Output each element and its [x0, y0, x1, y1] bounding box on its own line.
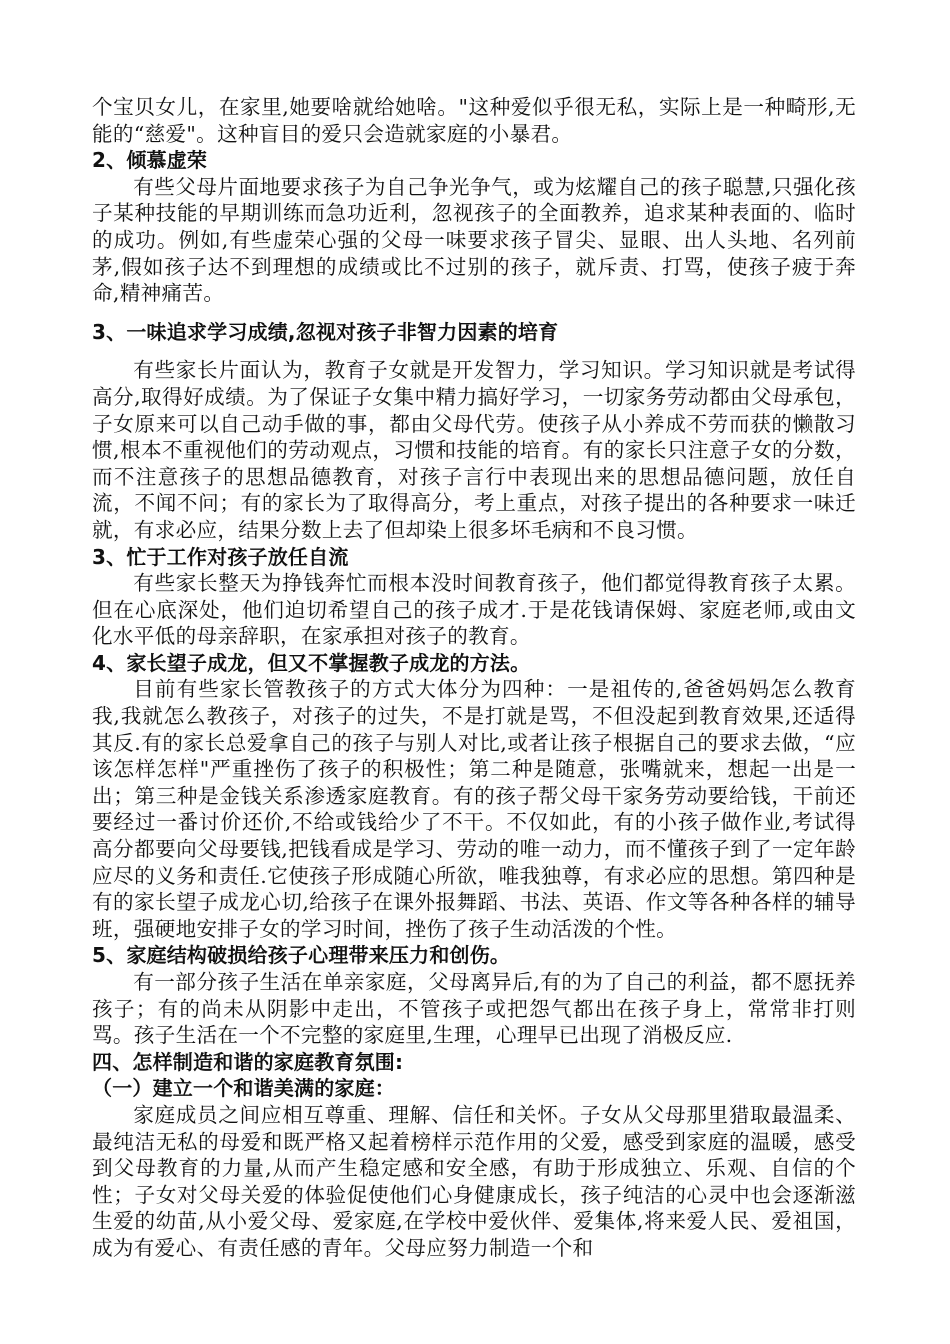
- heading-subsection-one: （一）建立一个和谐美满的家庭：: [92, 1076, 395, 1101]
- paragraph-busy-work: 有些家长整天为挣钱奔忙而根本没时间教育孩子，他们都觉得教育孩子太累。但在心底深处，他们迫切希望自己的孩子成才.于是花钱请保姆、家庭老师,或由文化水平低的母亲辞职，在家承担对孩子的教育。: [92, 571, 856, 649]
- heading-vanity: 2、倾慕虚荣: [92, 148, 208, 173]
- paragraph-broken-family: 有一部分孩子生活在单亲家庭，父母离异后,有的为了自己的利益，都不愿抚养孩子；有的尚未从阴影中走出，不管孩子或把怨气都出在孩子身上，常常非打则骂。孩子生活在一个不完整的家庭里,生理，心理早已出现了消极反应.: [92, 970, 856, 1048]
- paragraph-continuation: 个宝贝女儿，在家里,她要啥就给她啥。"这种爱似乎很无私，实际上是一种畸形,无能的“慈爱"。这种盲目的爱只会造就家庭的小暴君。: [92, 95, 856, 146]
- heading-grades: 3、一味追求学习成绩,忽视对孩子非智力因素的培育: [92, 319, 559, 344]
- document-page: [92, 94, 856, 1262]
- heading-methods: 4、家长望子成龙，但又不掌握教子成龙的方法。: [92, 650, 531, 675]
- paragraph-harmonious-family: 家庭成员之间应相互尊重、理解、信任和关怀。子女从父母那里猎取最温柔、最纯洁无私的母爱和既严格又起着榜样示范作用的父爱，感受到家庭的温暖，感受到父母教育的力量,从而产生稳定感和安全感，有助于形成独立、乐观、自信的个性；子女对父母关爱的体验促使他们心身健康成长，孩子纯洁的心灵中也会逐渐滋生爱的幼苗,从小爱父母、爱家庭,在学校中爱伙伴、爱集体,将来爱人民、爱祖国，成为有爱心、有责任感的青年。父母应努力制造一个和: [92, 1102, 856, 1260]
- heading-section-four: 四、怎样制造和谐的家庭教育氛围:: [92, 1049, 404, 1074]
- paragraph-vanity: 有些父母片面地要求孩子为自己争光争气，或为炫耀自己的孩子聪慧,只强化孩子某种技能的早期训练而急功近利，忽视孩子的全面教养，追求某种表面的、临时的成功。例如,有些虚荣心强的父母一味要求孩子冒尖、显眼、出人头地、名列前茅,假如孩子达不到理想的成绩或比不过别的孩子，就斥责、打骂，使孩子疲于奔命,精神痛苦。: [92, 174, 856, 306]
- heading-broken-family: 5、家庭结构破损给孩子心理带来压力和创伤。: [92, 943, 511, 968]
- heading-busy-work: 3、忙于工作对孩子放任自流: [92, 544, 349, 569]
- paragraph-methods: 目前有些家长管教孩子的方式大体分为四种：一是祖传的,爸爸妈妈怎么教育我,我就怎么教孩子，对孩子的过失，不是打就是骂，不但没起到教育效果,还适得其反.有的家长总爱拿自己的孩子与别人对比,或者让孩子根据自己的要求去做，“应该怎样怎样"严重挫伤了孩子的积极性；第二种是随意，张嘴就来，想起一出是一出；第三种是金钱关系渗透家庭教育。有的孩子帮父母干家务劳动要给钱，干前还要经过一番讨价还价,不给或钱给少了不干。不仅如此，有的小孩子做作业,考试得高分都要向父母要钱,把钱看成是学习、劳动的唯一动力，而不懂孩子到了一定年龄应尽的义务和责任.它使孩子形成随心所欲，唯我独尊，有求必应的思想。第四种是有的家长望子成龙心切,给孩子在课外报舞蹈、书法、英语、作文等各种各样的辅导班，强硬地安排子女的学习时间，挫伤了孩子生动活泼的个性。: [92, 677, 856, 941]
- paragraph-grades: 有些家长片面认为，教育子女就是开发智力，学习知识。学习知识就是考试得高分,取得好成绩。为了保证子女集中精力搞好学习，一切家务劳动都由父母承包，子女原来可以自己动手做的事，都由父母代劳。使孩子从小养成不劳而获的懒散习惯,根本不重视他们的劳动观点，习惯和技能的培育。有的家长只注意子女的分数，而不注意孩子的思想品德教育，对孩子言行中表现出来的思想品德问题，放任自流，不闻不问；有的家长为了取得高分，考上重点，对孩子提出的各种要求一味迁就，有求必应，结果分数上去了但却染上很多坏毛病和不良习惯。: [92, 358, 856, 542]
